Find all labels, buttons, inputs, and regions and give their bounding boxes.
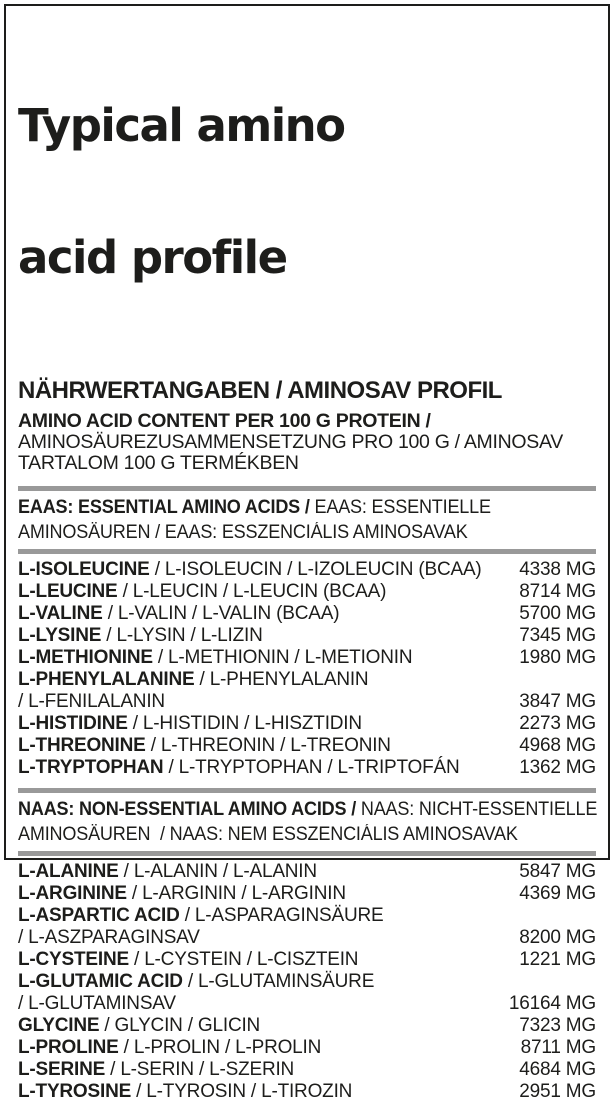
amino-acid-row-cysteine [18, 949, 596, 971]
amino-acid-row-lysine [18, 625, 596, 647]
amino-translations: / L-TRYPTOPHAN / L-TRIPTOFÁN [163, 757, 460, 778]
amino-name: L-HISTIDINE [18, 713, 128, 734]
amino-value: 2951 MG [519, 1081, 596, 1102]
amino-acid-row-leucine [18, 581, 596, 603]
description-line-1: AMINO ACID CONTENT PER 100 G PROTEIN / [18, 410, 431, 432]
amino-value: 5700 MG [519, 603, 596, 624]
amino-value: 2273 MG [519, 713, 596, 734]
amino-value: 7345 MG [519, 625, 596, 646]
amino-acid-row-arginine [18, 883, 596, 905]
amino-translations: / L-TYROSIN / L-TIROZIN [131, 1081, 353, 1102]
naas-rows [18, 861, 596, 1103]
amino-translations: / L-PROLIN / L-PROLIN [118, 1037, 322, 1058]
naas-header-line-2: AMINOSÄUREN / NAAS: NEM ESSZENCIÁLIS AMINOSAVAK [18, 823, 518, 845]
amino-name: L-TRYPTOPHAN [18, 757, 164, 778]
amino-name: L-VALINE [18, 603, 103, 624]
amino-translations: / L-CYSTEIN / L-CISZTEIN [128, 949, 359, 970]
section-header-naas [18, 798, 596, 847]
amino-translations: / L-GLUTAMINSÄURE [182, 971, 375, 992]
amino-translations: / L-VALIN / L-VALIN (BCAA) [102, 603, 340, 624]
amino-name: L-METHIONINE [18, 647, 153, 668]
separator-bar [18, 486, 596, 491]
separator-bar [18, 851, 596, 856]
amino-acid-row-proline [18, 1037, 596, 1059]
amino-translations: / L-LYSIN / L-LIZIN [101, 625, 263, 646]
eaas-rows [18, 559, 596, 779]
amino-value: 16164 MG [508, 993, 596, 1014]
section-header-eaas [18, 496, 596, 545]
amino-acid-row-histidine [18, 713, 596, 735]
amino-translations: / L-LEUCIN / L-LEUCIN (BCAA) [117, 581, 387, 602]
amino-acid-row-isoleucine [18, 559, 596, 581]
amino-translations: / L-ISOLEUCIN / L-IZOLEUCIN (BCAA) [149, 559, 482, 580]
amino-name: GLYCINE [18, 1015, 100, 1036]
eaas-header-line-2: AMINOSÄUREN / EAAS: ESSZENCIÁLIS AMINOSAVAK [18, 521, 468, 543]
amino-acid-profile-label [4, 4, 610, 1102]
amino-acid-row-glycine [18, 1015, 596, 1037]
page-title [18, 16, 596, 368]
amino-translations: / L-ASPARAGINSÄURE [179, 905, 384, 926]
amino-translations: / L-METHIONIN / L-METIONIN [152, 647, 413, 668]
amino-name: L-PROLINE [18, 1037, 119, 1058]
amino-acid-row-serine [18, 1059, 596, 1081]
amino-name: L-ASPARTIC ACID [18, 905, 180, 926]
amino-translations: / GLYCIN / GLICIN [99, 1015, 261, 1036]
amino-value: 4338 MG [519, 559, 596, 580]
amino-acid-row-threonine [18, 735, 596, 757]
amino-value: 4369 MG [519, 883, 596, 904]
amino-acid-row-tyrosine [18, 1081, 596, 1103]
description-line-3: TARTALOM 100 G TERMÉKBEN [18, 452, 299, 474]
amino-translations: / L-SERIN / L-SZERIN [105, 1059, 295, 1080]
amino-acid-row-alanine [18, 861, 596, 883]
amino-value: 4684 MG [519, 1059, 596, 1080]
naas-header-bold: NAAS: NON-ESSENTIAL AMINO ACIDS / [18, 799, 357, 820]
label-description [18, 411, 596, 474]
eaas-header-rest: EAAS: ESSENTIELLE [309, 497, 491, 518]
amino-name: L-THREONINE [18, 735, 146, 756]
amino-value: 1980 MG [519, 647, 596, 668]
amino-name-wrap: / L-GLUTAMINSAV [18, 993, 176, 1014]
amino-value: 8200 MG [519, 927, 596, 948]
amino-name-wrap: / L-ASZPARAGINSAV [18, 927, 200, 948]
eaas-header-bold: EAAS: ESSENTIAL AMINO ACIDS / [18, 497, 310, 518]
naas-header-line-1 [18, 798, 598, 823]
title-line-1: Typical amino [18, 99, 345, 152]
amino-translations: / L-HISTIDIN / L-HISZTIDIN [127, 713, 362, 734]
amino-acid-row-methionine [18, 647, 596, 669]
description-line-2: AMINOSÄUREZUSAMMENSETZUNG PRO 100 G / AMINOSAV [18, 431, 563, 453]
title-line-2: acid profile [18, 231, 287, 284]
label-subtitle: NÄHRWERTANGABEN / AMINOSAV PROFIL [18, 377, 502, 404]
amino-name-wrap: / L-FENILALANIN [18, 691, 165, 712]
amino-translations: / L-ALANIN / L-ALANIN [118, 861, 317, 882]
amino-name: L-LYSINE [18, 625, 102, 646]
amino-value: 5847 MG [519, 861, 596, 882]
amino-name: L-ARGININE [18, 883, 127, 904]
separator-bar [18, 788, 596, 793]
amino-acid-row-phenylalanine [18, 669, 596, 713]
eaas-header-line-1 [18, 496, 567, 521]
amino-name: L-GLUTAMIC ACID [18, 971, 183, 992]
amino-value: 8711 MG [520, 1037, 596, 1058]
amino-translations: / L-THREONIN / L-TREONIN [145, 735, 391, 756]
amino-value: 1221 MG [519, 949, 596, 970]
amino-value: 8714 MG [519, 581, 596, 602]
amino-acid-row-aspartic-acid [18, 905, 596, 949]
amino-translations: / L-PHENYLALANIN [194, 669, 369, 690]
amino-name: L-ISOLEUCINE [18, 559, 150, 580]
amino-name: L-PHENYLALANINE [18, 669, 195, 690]
amino-value: 1362 MG [519, 757, 596, 778]
naas-header-rest: NAAS: NICHT-ESSENTIELLE [356, 799, 598, 820]
amino-value: 3847 MG [519, 691, 596, 712]
separator-bar [18, 549, 596, 554]
amino-acid-row-tryptophan [18, 757, 596, 779]
amino-translations: / L-ARGININ / L-ARGININ [126, 883, 346, 904]
amino-value: 7323 MG [519, 1015, 596, 1036]
amino-name: L-LEUCINE [18, 581, 118, 602]
amino-acid-row-glutamic-acid [18, 971, 596, 1015]
amino-name: L-ALANINE [18, 861, 119, 882]
amino-name: L-SERINE [18, 1059, 106, 1080]
amino-name: L-CYSTEINE [18, 949, 129, 970]
amino-acid-row-valine [18, 603, 596, 625]
amino-name: L-TYROSINE [18, 1081, 132, 1102]
amino-value: 4968 MG [519, 735, 596, 756]
